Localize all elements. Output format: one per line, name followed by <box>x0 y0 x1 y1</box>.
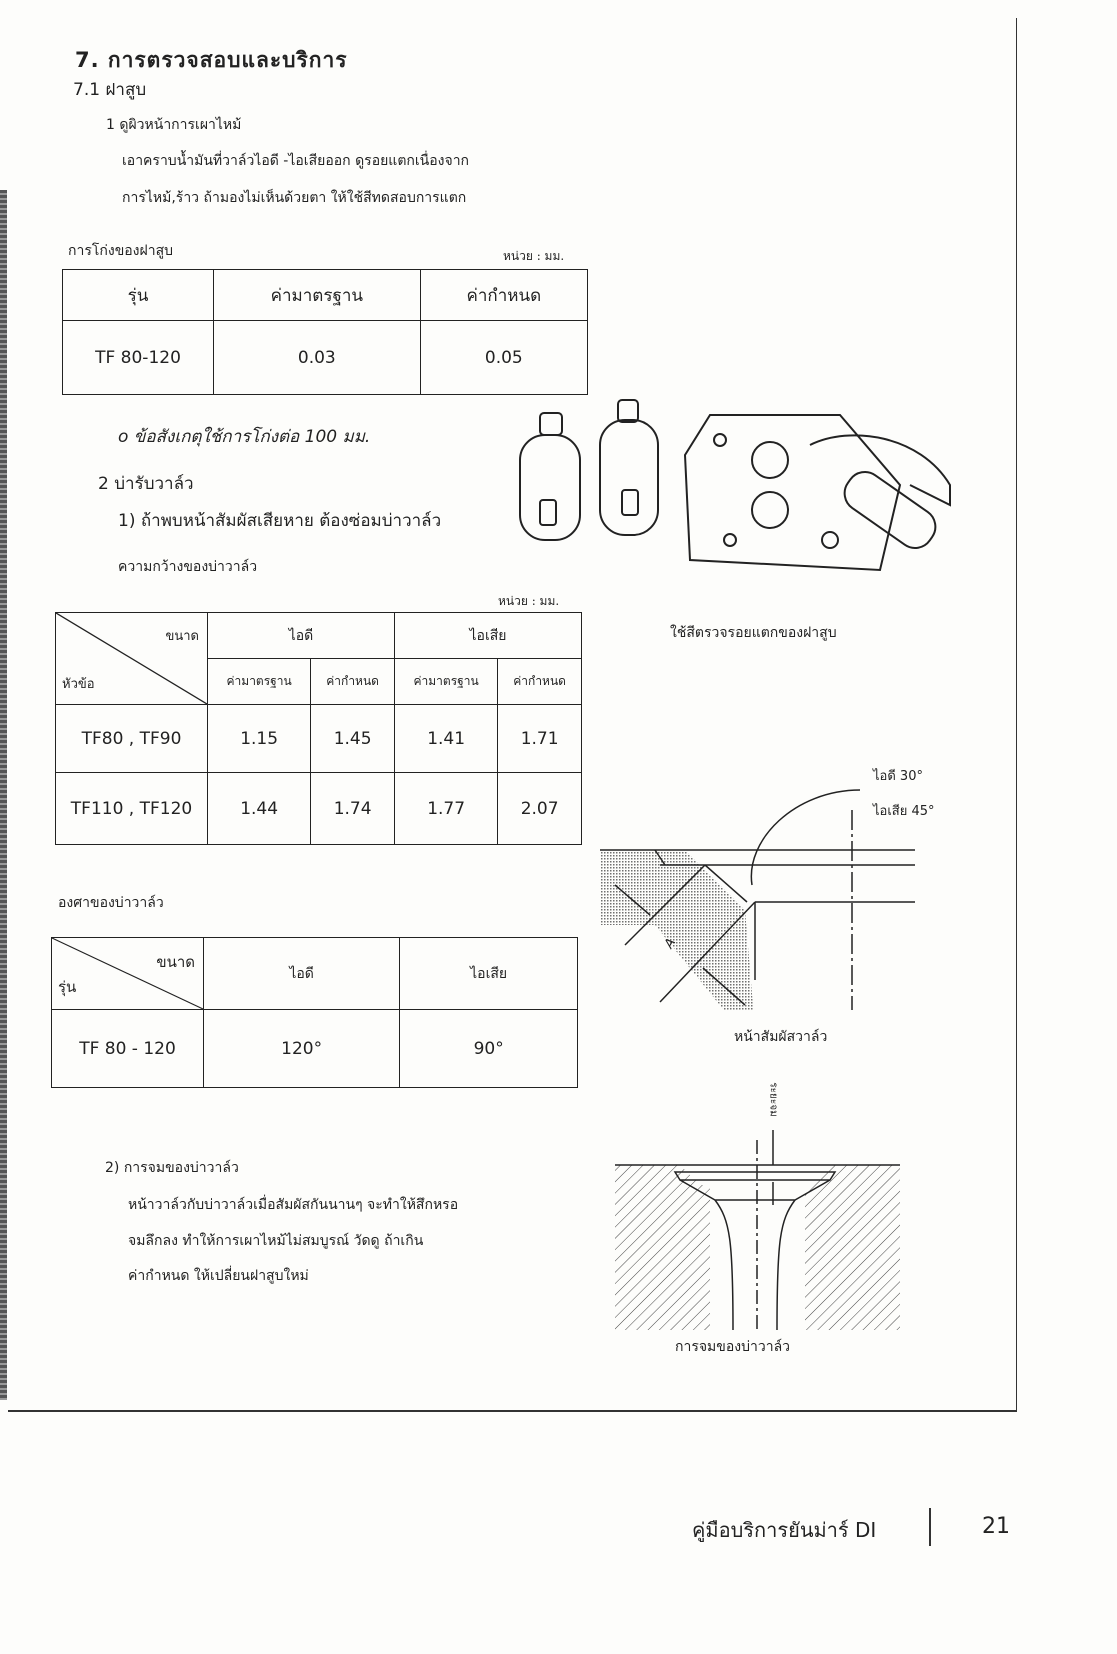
sink-dimension-label: ระยะจม <box>767 1082 779 1117</box>
seat-label-intake: ไอดี 30° <box>873 769 923 784</box>
cell: TF80 , TF90 <box>56 705 208 773</box>
seat-label-exhaust: ไอเสีย 45° <box>873 804 935 819</box>
cell: 120° <box>204 1010 400 1088</box>
sub-header: ค่ากำหนด <box>498 659 582 705</box>
cell: TF110 , TF120 <box>56 773 208 845</box>
seat-angle-table <box>51 937 578 1088</box>
cell: 1.41 <box>394 705 497 773</box>
sub-header: ค่ากำหนด <box>311 659 395 705</box>
cell: 90° <box>400 1010 578 1088</box>
item1-line: การไหม้,ร้าว ถ้ามองไม่เห็นด้วยตา ให้ใช้สีทดสอบการแตก <box>122 190 467 206</box>
cell: 1.77 <box>394 773 497 845</box>
cell: 1.44 <box>208 773 311 845</box>
page-number: 21 <box>982 1514 1010 1539</box>
group-header: ไอเสีย <box>394 613 581 659</box>
header-cell: ไอเสีย <box>400 938 578 1010</box>
warp-table <box>62 269 588 395</box>
subsection-title: 7.1 ฝาสูบ <box>73 80 147 100</box>
angle-caption: องศาของบ่าวาล์ว <box>58 895 164 911</box>
section-title: 7. การตรวจสอบและบริการ <box>75 48 348 72</box>
warp-note: o ข้อสังเกตุใช้การโก่งต่อ 100 มม. <box>118 427 371 447</box>
cell: 0.05 <box>420 321 587 395</box>
cell: 1.45 <box>311 705 395 773</box>
sub-header: ค่ามาตรฐาน <box>394 659 497 705</box>
cell: 0.03 <box>214 321 421 395</box>
footer-title: คู่มือบริการยันม่าร์ DI <box>692 1518 877 1542</box>
item2-sub1: 1) ถ้าพบหน้าสัมผัสเสียหาย ต้องซ่อมบ่าวาล์ว <box>118 511 442 531</box>
sink-caption: การจมของบ่าวาล์ว <box>675 1339 791 1355</box>
footer-divider <box>929 1508 931 1546</box>
crack-test-illustration <box>510 395 960 605</box>
corner-cell: ขนาด หัวข้อ <box>56 613 208 705</box>
valve-sink-diagram <box>610 1130 910 1330</box>
header-cell: รุ่น <box>63 270 214 321</box>
seat-caption: หน้าสัมผัสวาล์ว <box>734 1029 828 1045</box>
item1-title: 1 ดูผิวหน้าการเผาไหม้ <box>106 117 242 133</box>
sub-header: ค่ามาตรฐาน <box>208 659 311 705</box>
item2-2-line: ค่ากำหนด ให้เปลี่ยนฝาสูบใหม่ <box>128 1268 309 1284</box>
item2-2-line: หน้าวาล์วกับบ่าวาล์วเมื่อสัมผัสกันนานๆ จะทำให้สึกหรอ <box>128 1197 459 1213</box>
item2-2-line: จมลึกลง ทำให้การเผาไหม้ไม่สมบูรณ์ วัดดู ถ้าเกิน <box>128 1233 424 1249</box>
seat-width-table <box>55 612 582 845</box>
cell: 2.07 <box>498 773 582 845</box>
corner-cell: ขนาด รุ่น <box>52 938 204 1010</box>
header-cell: ค่ามาตรฐาน <box>214 270 421 321</box>
warp-unit: หน่วย : มม. <box>503 249 565 263</box>
scan-edge <box>0 190 7 1400</box>
item2-2-title: 2) การจมของบ่าวาล์ว <box>105 1160 239 1176</box>
spray-caption: ใช้สีตรวจรอยแตกของฝาสูบ <box>670 625 837 641</box>
cell: TF 80 - 120 <box>52 1010 204 1088</box>
warp-caption: การโก่งของฝาสูบ <box>68 243 173 259</box>
valve-seat-diagram <box>595 780 925 1010</box>
item1-line: เอาคราบน้ำมันที่วาล์วไอดี -ไอเสียออก ดูรอยแตกเนื่องจาก <box>122 153 470 169</box>
header-cell: ไอดี <box>204 938 400 1010</box>
cell: 1.71 <box>498 705 582 773</box>
width-caption: ความกว้างของบ่าวาล์ว <box>118 559 258 575</box>
group-header: ไอดี <box>208 613 395 659</box>
cell: 1.15 <box>208 705 311 773</box>
cell: TF 80-120 <box>63 321 214 395</box>
seat-dimension-label: A <box>661 935 680 952</box>
cell: 1.74 <box>311 773 395 845</box>
header-cell: ค่ากำหนด <box>420 270 587 321</box>
item2-title: 2 บ่ารับวาล์ว <box>98 474 194 494</box>
width-unit: หน่วย : มม. <box>498 594 560 608</box>
